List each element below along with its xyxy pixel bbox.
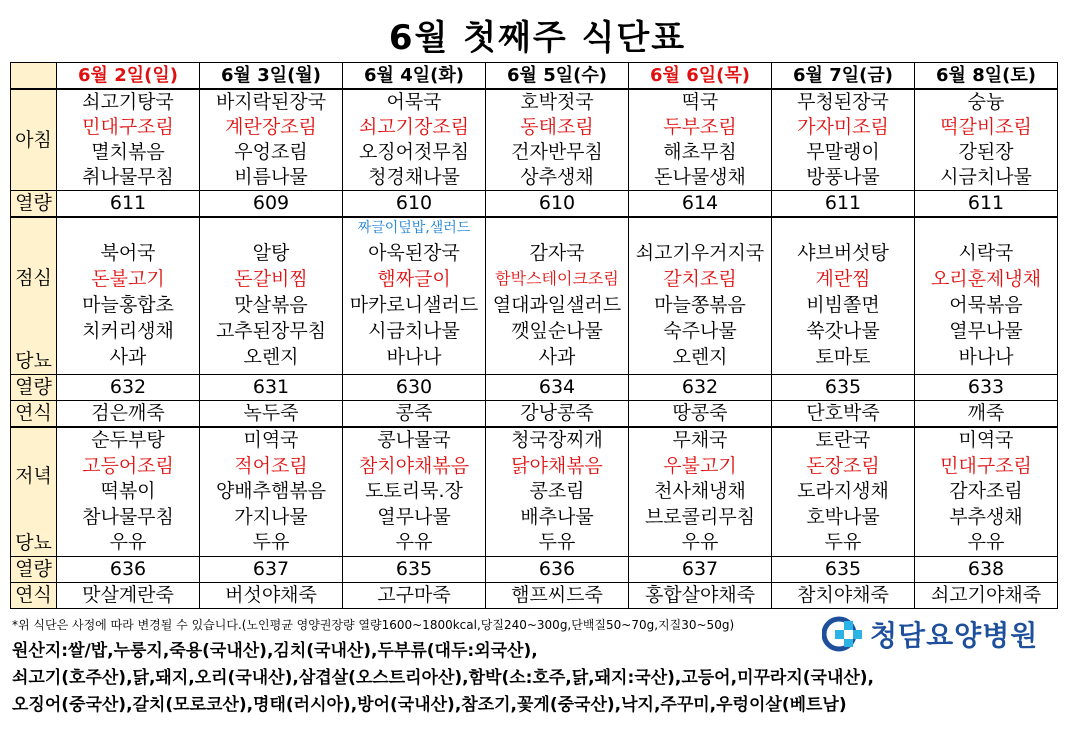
calorie-value: 609 xyxy=(252,192,290,214)
breakfast-label-text: 아침 xyxy=(15,128,52,151)
calorie-cell xyxy=(486,375,629,401)
menu-item: 콩나물국 xyxy=(377,429,451,451)
table-row xyxy=(11,89,1058,191)
calorie-value: 610 xyxy=(395,192,433,214)
lunch-note: 짜글이덮밥,샐러드 xyxy=(357,220,471,236)
snack-item: 햄프씨드죽 xyxy=(511,584,603,606)
snack-cell xyxy=(915,583,1058,609)
breakfast-cell xyxy=(343,89,486,191)
snack-cell xyxy=(57,401,200,428)
menu-item: 두유 xyxy=(538,531,576,553)
menu-item: 무채국 xyxy=(672,429,728,451)
snack-item: 홍합살야채죽 xyxy=(644,584,756,606)
calorie-value: 638 xyxy=(967,558,1005,580)
menu-item: 고등어조림 xyxy=(82,454,174,477)
menu-item: 쇠고기우거지국 xyxy=(635,242,765,264)
snack-item: 버섯야채죽 xyxy=(225,584,317,606)
snack-label-text: 연식 xyxy=(15,402,52,424)
table-row xyxy=(11,583,1058,609)
lunch-note xyxy=(200,218,342,240)
lunch-note xyxy=(486,218,628,240)
menu-item: 우유 xyxy=(681,531,719,553)
menu-item: 무말랭이 xyxy=(806,141,880,163)
menu-item: 바나나 xyxy=(386,346,442,368)
calorie-cell xyxy=(486,191,629,218)
lunch-cell xyxy=(772,217,915,375)
day-header: 6월 4일(화) xyxy=(343,63,486,90)
breakfast-cell xyxy=(57,89,200,191)
calorie-cell xyxy=(343,191,486,218)
origin-line: 쇠고기(호주산),닭,돼지,오리(국내산),삼겹살(오스트리아산),함박(소:호주,닭,돼지:국산),고등어,미꾸라지(국내산), xyxy=(12,668,875,688)
menu-item: 오렌지 xyxy=(243,346,299,368)
breakfast-cell xyxy=(915,89,1058,191)
dinner-cell xyxy=(57,427,200,557)
lunch-cell xyxy=(343,217,486,375)
lunch-cell xyxy=(57,217,200,375)
calorie-cell xyxy=(629,375,772,401)
menu-item: 함박스테이크조림 xyxy=(495,269,619,288)
day-header: 6월 8일(토) xyxy=(915,63,1058,90)
menu-item: 두부조림 xyxy=(663,116,737,138)
menu-item: 참치야채볶음 xyxy=(358,454,470,477)
snack-cell xyxy=(772,401,915,428)
menu-item: 우유 xyxy=(395,531,433,553)
menu-item: 어묵볶음 xyxy=(949,294,1023,316)
lunch-label-text: 점심 xyxy=(15,267,52,289)
menu-item: 부추생채 xyxy=(949,505,1023,528)
calorie-label-text: 열량 xyxy=(15,376,52,398)
menu-item: 맛살볶음 xyxy=(234,294,308,316)
calorie-cell xyxy=(915,557,1058,583)
menu-item: 양배추햄볶음 xyxy=(215,480,327,502)
menu-item: 우불고기 xyxy=(663,454,737,477)
hospital-name: 청담요양병원 xyxy=(870,619,1039,652)
calorie-value: 636 xyxy=(109,558,147,580)
table-row xyxy=(11,191,1058,218)
menu-item: 시락국 xyxy=(958,242,1014,264)
menu-item: 숙주나물 xyxy=(663,320,737,342)
snack-cell xyxy=(915,401,1058,428)
lunch-cell xyxy=(629,217,772,375)
calorie-cell xyxy=(200,375,343,401)
calorie-value: 610 xyxy=(538,192,576,214)
dinner-label-text: 저녁 xyxy=(15,465,52,487)
menu-item: 사과 xyxy=(538,346,576,368)
menu-item: 아욱된장국 xyxy=(368,242,460,264)
menu-item: 계란찜 xyxy=(815,268,871,290)
menu-item: 오렌지 xyxy=(672,346,728,368)
menu-item: 두유 xyxy=(824,531,862,553)
menu-item: 배추나물 xyxy=(520,505,594,528)
calorie-value: 631 xyxy=(252,376,290,398)
snack-item: 쇠고기야채죽 xyxy=(930,584,1042,606)
snack-cell xyxy=(629,583,772,609)
menu-item: 비름나물 xyxy=(234,166,308,188)
calorie-value: 611 xyxy=(109,192,147,214)
menu-item: 호박젓국 xyxy=(520,91,594,113)
menu-item: 방풍나물 xyxy=(806,166,880,188)
table-row xyxy=(11,427,1058,557)
table-row xyxy=(11,375,1058,401)
origin-line: 오징어(중국산),갈치(모로코산),명태(러시아),방어(국내산),참조기,꽃게(중국산),낙지,주꾸미,우렁이살(베트남) xyxy=(12,695,847,715)
menu-item: 바지락된장국 xyxy=(215,91,327,113)
snack-cell xyxy=(486,583,629,609)
lunch-cell xyxy=(915,217,1058,375)
menu-item: 청경채나물 xyxy=(368,166,460,188)
menu-item: 우유 xyxy=(109,531,147,553)
dinner-cell xyxy=(486,427,629,557)
snack-label-text: 연식 xyxy=(15,584,52,606)
lunch-cell xyxy=(486,217,629,375)
calorie-cell xyxy=(629,191,772,218)
menu-item: 감자조림 xyxy=(949,480,1023,502)
snack-item: 녹두죽 xyxy=(243,402,299,424)
menu-item: 두유 xyxy=(252,531,290,553)
snack-item: 참치야채죽 xyxy=(797,584,889,606)
menu-item: 깻잎순나물 xyxy=(511,320,603,342)
snack-item: 검은깨죽 xyxy=(91,402,165,424)
dinner-cell xyxy=(343,427,486,557)
menu-item: 도토리묵.장 xyxy=(365,480,463,502)
calorie-cell xyxy=(772,191,915,218)
menu-item: 알탕 xyxy=(252,242,290,264)
menu-item: 도라지생채 xyxy=(797,480,889,502)
menu-item: 시금치나물 xyxy=(368,320,460,342)
dinner-cell xyxy=(629,427,772,557)
menu-item: 열무나물 xyxy=(949,320,1023,342)
menu-item: 떡국 xyxy=(681,91,719,113)
menu-item: 브로콜리무침 xyxy=(644,505,756,528)
calorie-cell xyxy=(200,557,343,583)
menu-item: 고추된장무침 xyxy=(215,320,327,342)
menu-item: 치커리생채 xyxy=(82,320,174,342)
menu-item: 호박나물 xyxy=(806,505,880,528)
menu-item: 시금치나물 xyxy=(940,166,1032,188)
menu-item: 비빔쫄면 xyxy=(806,294,880,316)
snack-item: 맛살계란죽 xyxy=(82,584,174,606)
breakfast-label xyxy=(11,89,57,191)
calorie-cell xyxy=(486,557,629,583)
snack-cell xyxy=(486,401,629,428)
calorie-label xyxy=(11,191,57,218)
menu-item: 마카로니샐러드 xyxy=(349,294,479,316)
lunch-note xyxy=(629,218,771,240)
menu-item: 열대과일샐러드 xyxy=(492,294,622,316)
calorie-cell xyxy=(772,375,915,401)
menu-item: 토마토 xyxy=(815,346,871,368)
menu-item: 적어조림 xyxy=(234,454,308,477)
menu-item: 강된장 xyxy=(958,141,1014,163)
calorie-value: 633 xyxy=(967,376,1005,398)
table-row xyxy=(11,217,1058,375)
calorie-value: 635 xyxy=(824,558,862,580)
menu-item: 어묵국 xyxy=(386,91,442,113)
menu-item: 갈치조림 xyxy=(663,268,737,290)
menu-item: 쑥갓나물 xyxy=(806,320,880,342)
menu-item: 참나물무침 xyxy=(82,505,174,528)
calorie-label-text: 열량 xyxy=(15,192,52,214)
menu-item: 순두부탕 xyxy=(91,429,165,451)
menu-item: 건자반무침 xyxy=(511,141,603,163)
calorie-label-text: 열량 xyxy=(15,558,52,580)
menu-item: 바나나 xyxy=(958,346,1014,368)
menu-item: 사과 xyxy=(109,346,147,368)
menu-item: 샤브버섯탕 xyxy=(797,242,889,264)
day-header: 6월 3일(월) xyxy=(200,63,343,90)
menu-item: 돈불고기 xyxy=(91,268,165,290)
menu-item: 오징어젓무침 xyxy=(358,141,470,163)
calorie-cell xyxy=(200,191,343,218)
calorie-cell xyxy=(57,557,200,583)
calorie-cell xyxy=(57,375,200,401)
dinner-label xyxy=(11,427,57,557)
calorie-label xyxy=(11,375,57,401)
calorie-value: 635 xyxy=(395,558,433,580)
menu-item: 청국장찌개 xyxy=(511,429,603,451)
menu-item: 가지나물 xyxy=(234,505,308,528)
calorie-value: 632 xyxy=(681,376,719,398)
snack-label xyxy=(11,583,57,609)
menu-item: 민대구조림 xyxy=(940,454,1032,477)
calorie-value: 611 xyxy=(824,192,862,214)
snack-cell xyxy=(629,401,772,428)
snack-cell xyxy=(57,583,200,609)
calorie-cell xyxy=(915,191,1058,218)
breakfast-cell xyxy=(486,89,629,191)
snack-label xyxy=(11,401,57,428)
menu-item: 미역국 xyxy=(958,429,1014,451)
menu-item: 열무나물 xyxy=(377,505,451,528)
menu-table xyxy=(10,62,1058,609)
menu-item: 동태조림 xyxy=(520,116,594,138)
calorie-cell xyxy=(915,375,1058,401)
calorie-value: 611 xyxy=(967,192,1005,214)
menu-item: 햄짜글이 xyxy=(377,268,451,290)
snack-item: 깨죽 xyxy=(967,402,1005,424)
menu-item: 숭늉 xyxy=(967,91,1005,113)
breakfast-cell xyxy=(200,89,343,191)
header-row xyxy=(11,63,1058,90)
menu-item: 쇠고기탕국 xyxy=(82,91,174,113)
lunch-note xyxy=(57,218,199,240)
menu-item: 떡갈비조림 xyxy=(940,116,1032,138)
snack-cell xyxy=(200,401,343,428)
calorie-value: 630 xyxy=(395,376,433,398)
calorie-cell xyxy=(343,557,486,583)
day-header: 6월 7일(금) xyxy=(772,63,915,90)
snack-item: 콩죽 xyxy=(395,402,433,424)
breakfast-cell xyxy=(629,89,772,191)
snack-cell xyxy=(343,401,486,428)
dinner-cell xyxy=(772,427,915,557)
calorie-value: 635 xyxy=(824,376,862,398)
table-row xyxy=(11,557,1058,583)
menu-item: 오리훈제냉채 xyxy=(930,268,1042,290)
lunch-cell xyxy=(200,217,343,375)
menu-item: 취나물무침 xyxy=(82,166,174,188)
menu-item: 마늘홍합초 xyxy=(82,294,174,316)
menu-item: 상추생채 xyxy=(520,166,594,188)
day-header: 6월 5일(수) xyxy=(486,63,629,90)
lunch-label xyxy=(11,217,57,375)
calorie-value: 637 xyxy=(681,558,719,580)
snack-item: 땅콩죽 xyxy=(672,402,728,424)
calorie-value: 614 xyxy=(681,192,719,214)
menu-item: 콩조림 xyxy=(529,480,585,502)
menu-item: 돈갈비찜 xyxy=(234,268,308,290)
menu-item: 쇠고기장조림 xyxy=(358,116,470,138)
snack-item: 단호박죽 xyxy=(806,402,880,424)
origin-info xyxy=(12,638,874,719)
calorie-cell xyxy=(57,191,200,218)
diabetic-label-text: 당뇨 xyxy=(15,350,52,372)
menu-item: 북어국 xyxy=(100,242,156,264)
dinner-cell xyxy=(915,427,1058,557)
menu-item: 미역국 xyxy=(243,429,299,451)
menu-item: 우유 xyxy=(967,531,1005,553)
menu-item: 우엉조림 xyxy=(234,141,308,163)
menu-item: 닭야채볶음 xyxy=(511,454,603,477)
calorie-value: 637 xyxy=(252,558,290,580)
dinner-cell xyxy=(200,427,343,557)
corner-cell xyxy=(11,63,57,90)
menu-item: 돈장조림 xyxy=(806,454,880,477)
lunch-note xyxy=(915,218,1057,240)
snack-item: 강낭콩죽 xyxy=(520,402,594,424)
origin-line: 원산지:쌀/밥,누룽지,죽용(국내산),김치(국내산),두부류(대두:외국산), xyxy=(12,641,538,661)
menu-item: 가자미조림 xyxy=(797,116,889,138)
snack-cell xyxy=(343,583,486,609)
snack-cell xyxy=(200,583,343,609)
menu-item: 돈나물생채 xyxy=(654,166,746,188)
page-title: 6월 첫째주 식단표 xyxy=(388,18,687,58)
calorie-label xyxy=(11,557,57,583)
notice-text: *위 식단은 사정에 따라 변경될 수 있습니다.(노인평균 영양권장량 열량1600~1800kcal,당질240~300g,단백질50~70g,지질30~50g) xyxy=(12,618,735,632)
menu-item: 멸치볶음 xyxy=(91,141,165,163)
menu-item: 토란국 xyxy=(815,429,871,451)
calorie-cell xyxy=(629,557,772,583)
menu-item: 무청된장국 xyxy=(797,91,889,113)
day-header: 6월 6일(목) xyxy=(629,63,772,90)
lunch-note xyxy=(772,218,914,240)
day-header: 6월 2일(일) xyxy=(57,63,200,90)
calorie-value: 636 xyxy=(538,558,576,580)
calorie-value: 632 xyxy=(109,376,147,398)
table-row xyxy=(11,401,1058,428)
diabetic-label-text: 당뇨 xyxy=(15,532,52,554)
calorie-cell xyxy=(343,375,486,401)
menu-item: 천사채냉채 xyxy=(654,480,746,502)
menu-item: 감자국 xyxy=(529,242,585,264)
breakfast-cell xyxy=(772,89,915,191)
menu-item: 해초무침 xyxy=(663,141,737,163)
menu-item: 마늘쫑볶음 xyxy=(654,294,746,316)
calorie-value: 634 xyxy=(538,376,576,398)
menu-item: 떡볶이 xyxy=(100,480,156,502)
snack-item: 고구마죽 xyxy=(377,584,451,606)
menu-item: 민대구조림 xyxy=(82,116,174,138)
snack-cell xyxy=(772,583,915,609)
menu-item: 계란장조림 xyxy=(225,116,317,138)
calorie-cell xyxy=(772,557,915,583)
